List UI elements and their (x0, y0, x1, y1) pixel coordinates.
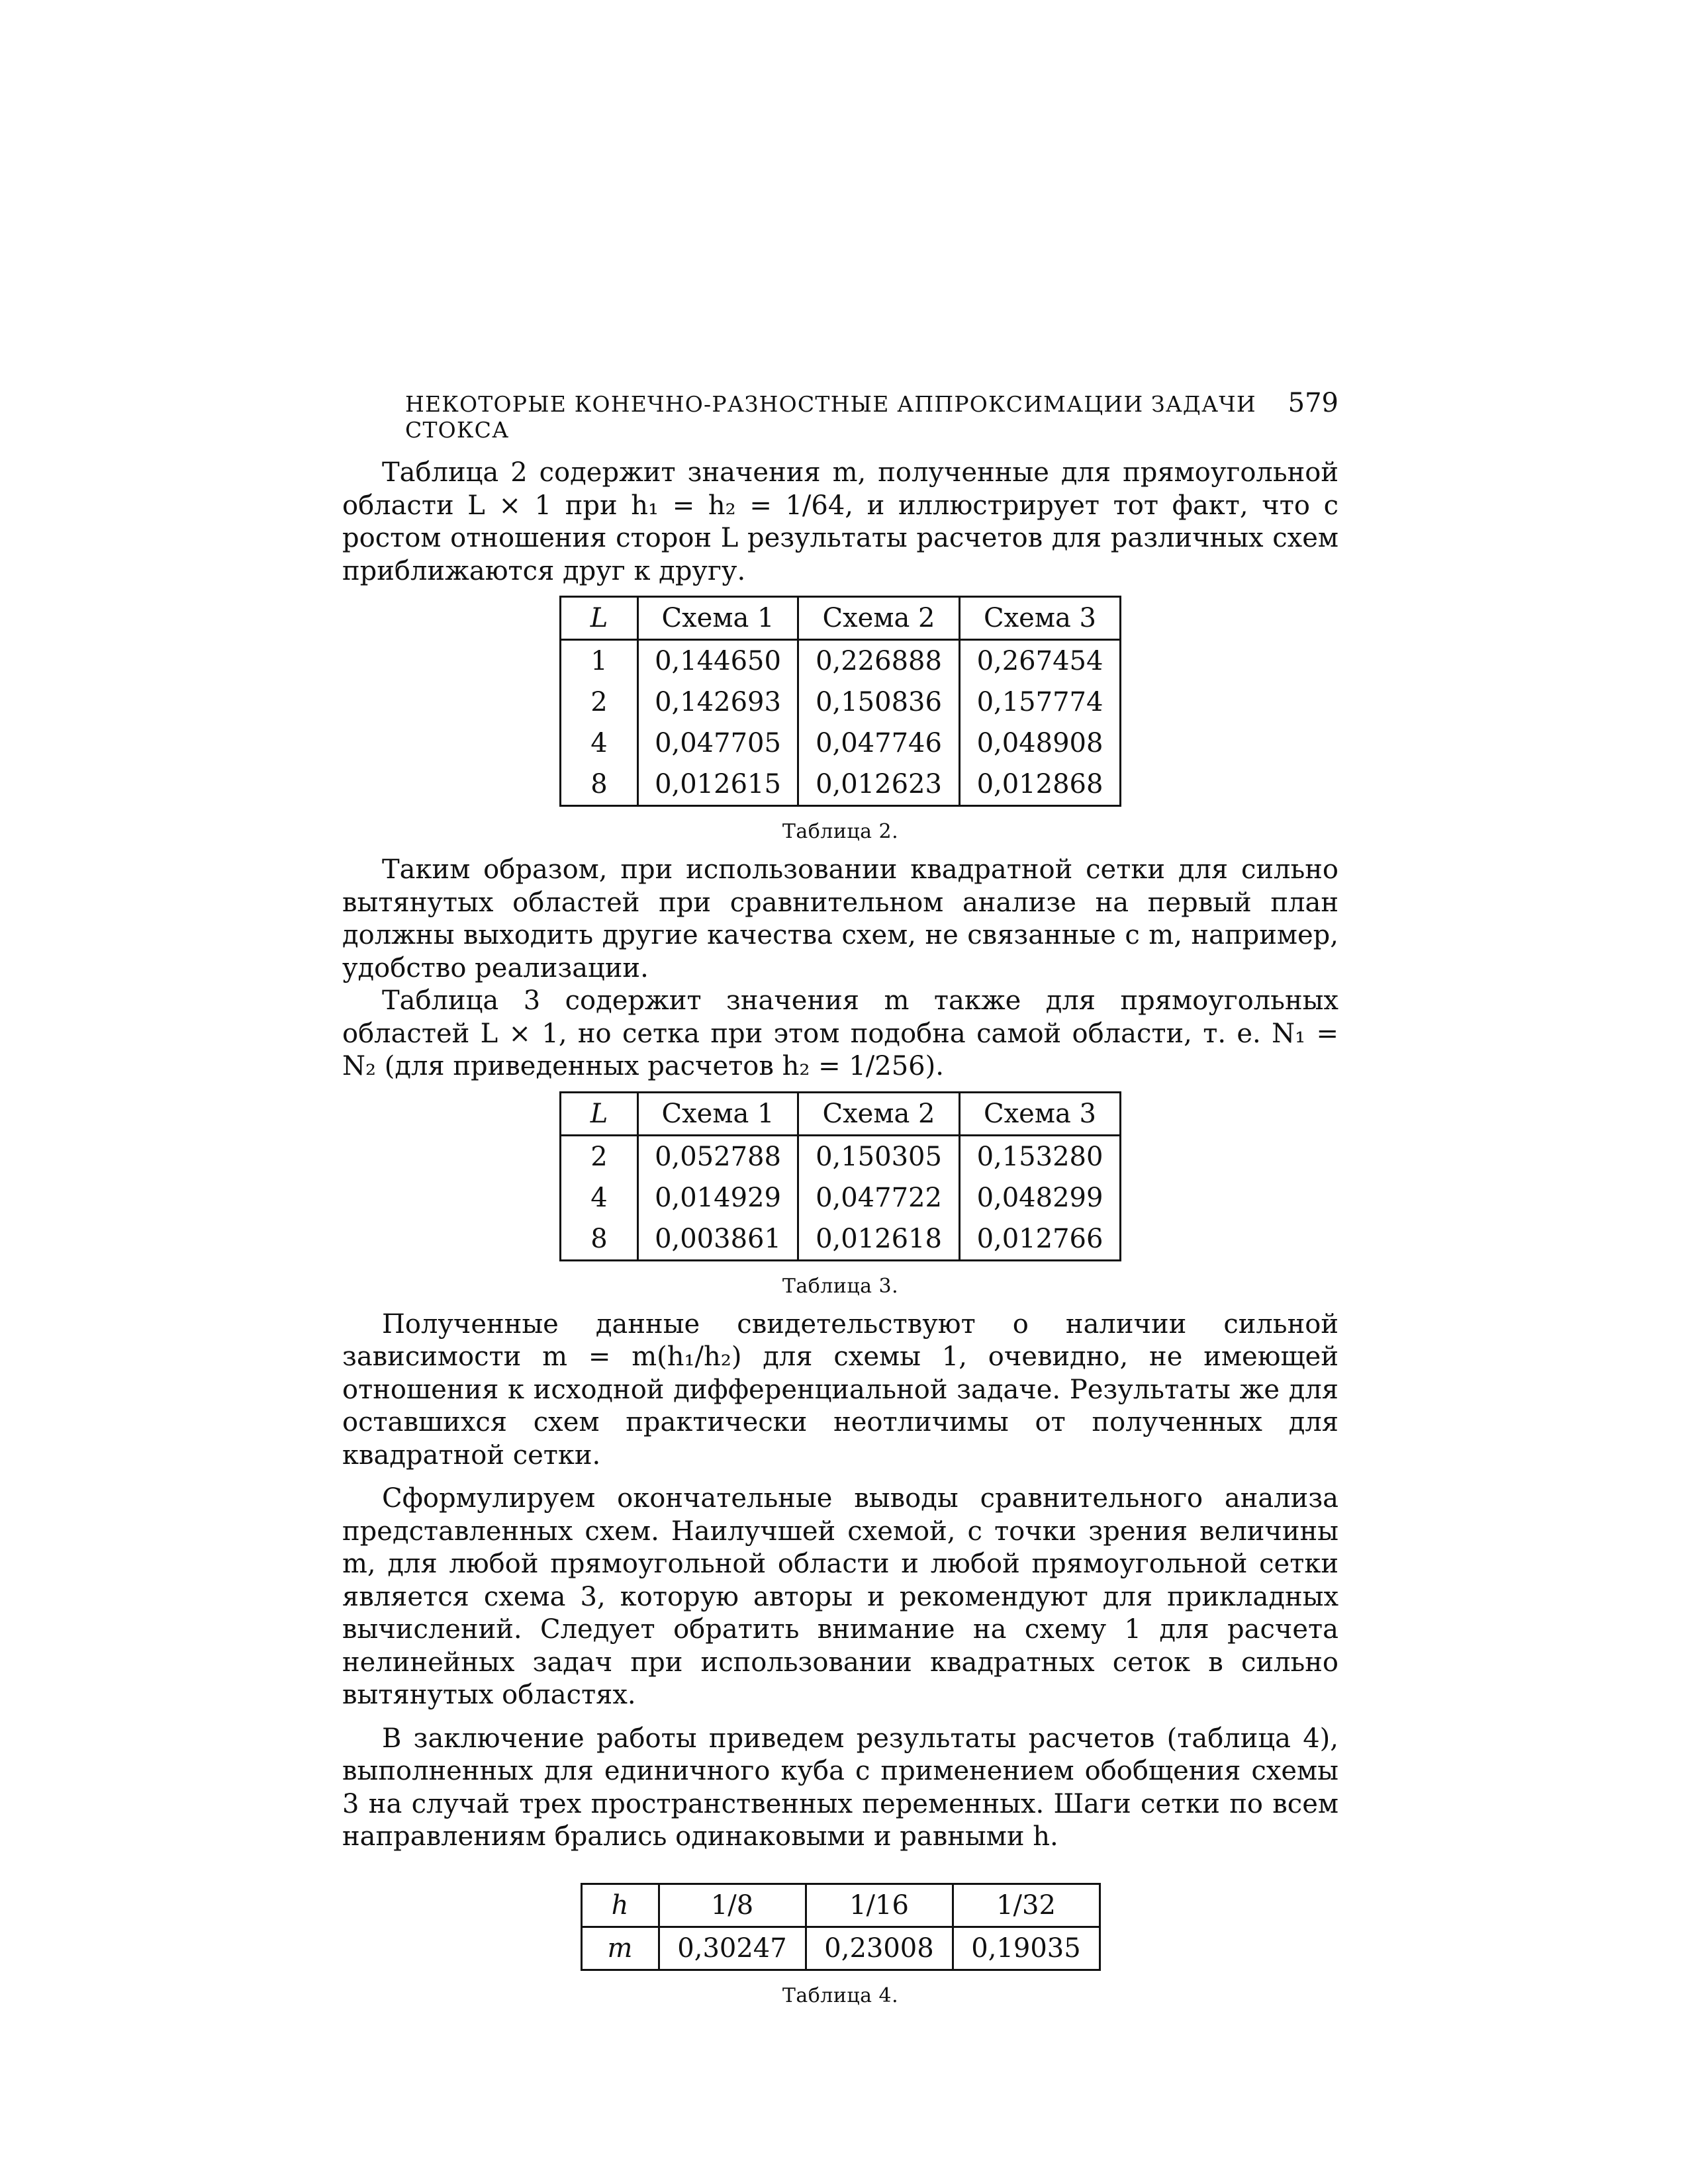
table-header-cell: Схема 1 (638, 597, 798, 640)
table-header-cell: Схема 3 (960, 597, 1121, 640)
table-cell: 1 (561, 640, 638, 682)
table-3 (559, 1091, 1121, 1261)
table-row (561, 1135, 1121, 1177)
table-2-block (342, 596, 1338, 843)
table-cell: 0,047722 (798, 1177, 960, 1218)
table-cell: 0,012618 (798, 1218, 960, 1261)
running-title: НЕКОТОРЫЕ КОНЕЧНО-РАЗНОСТНЫЕ АППРОКСИМАЦИИ ЗАДАЧИ СТОКСА (405, 391, 1256, 443)
paragraph-2: Таким образом, при использовании квадратной сетки для сильно вытянутых областей при сравнительном анализе на первый план должны выходить другие качества схем, не связанные с m, например, удобство реализации. (342, 854, 1338, 983)
table-cell: 0,30247 (659, 1927, 806, 1970)
table-cell: 0,144650 (638, 640, 798, 682)
table-cell: 0,23008 (806, 1927, 953, 1970)
table-header-row (581, 1884, 1100, 1927)
paragraph-4: Полученные данные свидетельствуют о наличии сильной зависимости m = m(h₁/h₂) для схемы 1, очевидно, не имеющей отношения к исходной дифференциальной задаче. Результаты же для оставшихся схем практически неотличимы от полученных для квадратной сетки. (342, 1308, 1338, 1471)
table-row (581, 1927, 1100, 1970)
table-cell: 0,012868 (960, 764, 1121, 806)
table-row (561, 1218, 1121, 1261)
table-cell: 4 (561, 1177, 638, 1218)
table-cell: 0,19035 (953, 1927, 1100, 1970)
table-cell: 0,047705 (638, 723, 798, 764)
table-4-caption: Таблица 4. (782, 1983, 899, 2007)
table-cell: 2 (561, 1135, 638, 1177)
table-cell: 0,150305 (798, 1135, 960, 1177)
running-header (405, 388, 1338, 443)
table-cell: 2 (561, 682, 638, 723)
table-header-cell: 1/8 (659, 1884, 806, 1927)
table-cell: 0,014929 (638, 1177, 798, 1218)
table-2 (559, 596, 1121, 807)
table-cell: m (581, 1927, 659, 1970)
body-text (342, 457, 1338, 2007)
table-header-cell: 1/32 (953, 1884, 1100, 1927)
page-number: 579 (1288, 388, 1338, 418)
table-cell: 0,226888 (798, 640, 960, 682)
table-cell: 0,012615 (638, 764, 798, 806)
paragraph-6: В заключение работы приведем результаты расчетов (таблица 4), выполненных для единичного куба с применением обобщения схемы 3 на случай трех пространственных переменных. Шаги сетки по всем направлениям брались одинаковыми и равными h. (342, 1723, 1338, 1852)
table-header-row (561, 597, 1121, 640)
table-cell: 0,153280 (960, 1135, 1121, 1177)
table-row (561, 723, 1121, 764)
table-row (561, 1177, 1121, 1218)
table-cell: 0,150836 (798, 682, 960, 723)
table-header-cell: Схема 2 (798, 597, 960, 640)
table-cell: 8 (561, 1218, 638, 1261)
table-3-block (342, 1091, 1338, 1298)
table-4-block (342, 1883, 1338, 2007)
table-cell: 0,267454 (960, 640, 1121, 682)
table-cell: 0,012623 (798, 764, 960, 806)
table-cell: 0,012766 (960, 1218, 1121, 1261)
table-cell: 0,003861 (638, 1218, 798, 1261)
paragraph-5: Сформулируем окончательные выводы сравнительного анализа представленных схем. Наилучшей схемой, с точки зрения величины m, для любой прямоугольной области и любой прямоугольной сетки является схема 3, которую авторы и рекомендуют для прикладных вычислений. Следует обратить внимание на схему 1 для расчета нелинейных задач при использовании квадратных сеток в сильно вытянутых областях. (342, 1483, 1338, 1710)
table-2-caption: Таблица 2. (782, 820, 899, 843)
table-row (561, 764, 1121, 806)
table-cell: 4 (561, 723, 638, 764)
table-cell: 0,048908 (960, 723, 1121, 764)
table-header-cell: h (581, 1884, 659, 1927)
table-header-cell: Схема 3 (960, 1092, 1121, 1135)
table-header-row (561, 1092, 1121, 1135)
table-header-cell: Схема 1 (638, 1092, 798, 1135)
paragraph-1: Таблица 2 содержит значения m, полученные для прямоугольной области L × 1 при h₁ = h₂ = 1/64, и иллюстрирует тот факт, что с ростом отношения сторон L результаты расчетов для различных схем приближаются друг к другу. (342, 457, 1338, 586)
table-cell: 0,157774 (960, 682, 1121, 723)
table-3-caption: Таблица 3. (782, 1274, 899, 1298)
table-4 (581, 1883, 1101, 1971)
table-row (561, 682, 1121, 723)
table-header-cell: 1/16 (806, 1884, 953, 1927)
table-header-cell: L (561, 1092, 638, 1135)
table-cell: 0,047746 (798, 723, 960, 764)
table-header-cell: Схема 2 (798, 1092, 960, 1135)
table-cell: 0,142693 (638, 682, 798, 723)
table-cell: 0,048299 (960, 1177, 1121, 1218)
table-header-cell: L (561, 597, 638, 640)
table-cell: 0,052788 (638, 1135, 798, 1177)
table-cell: 8 (561, 764, 638, 806)
table-row (561, 640, 1121, 682)
paragraph-3: Таблица 3 содержит значения m также для прямоугольных областей L × 1, но сетка при этом подобна самой области, т. е. N₁ = N₂ (для приведенных расчетов h₂ = 1/256). (342, 985, 1338, 1081)
